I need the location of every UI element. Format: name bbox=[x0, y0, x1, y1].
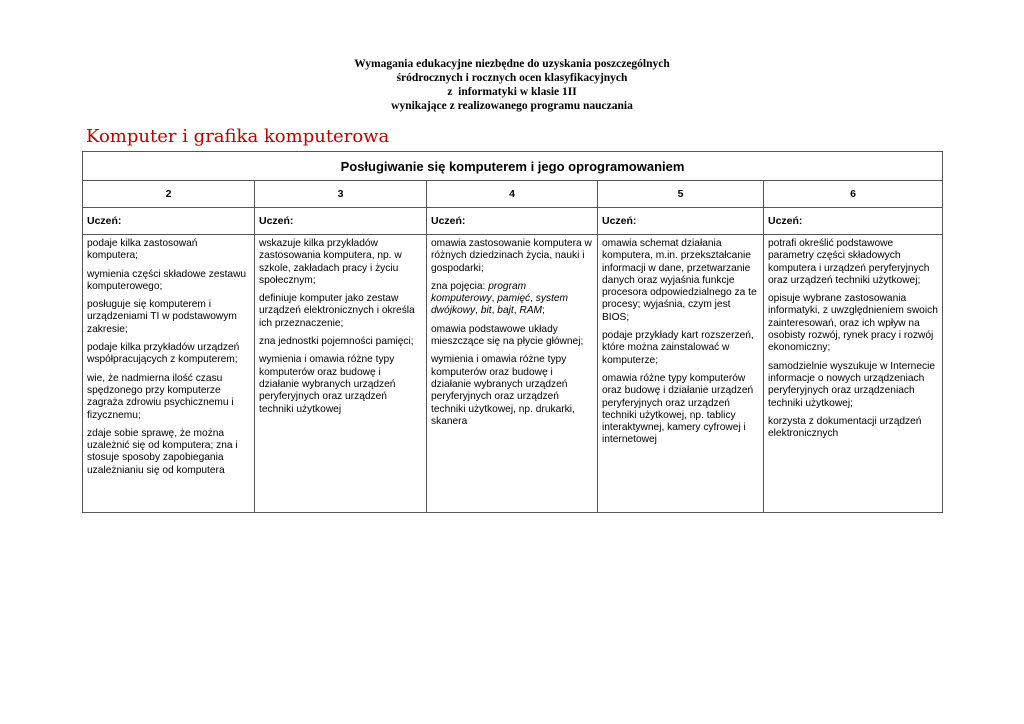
requirement-item: wie, że nadmierna ilość czasu spędzonego przy komputerze zagraża zdrowiu psychicznemu i fizycznemu; bbox=[87, 372, 234, 421]
requirement-item-terms bbox=[431, 281, 593, 318]
term: bit bbox=[480, 305, 492, 317]
grade-header-6: 6 bbox=[764, 181, 943, 208]
requirement-item: posługuje się komputerem i urządzeniami TI w podstawowym zakresie; bbox=[87, 299, 237, 335]
requirement-item: wymienia i omawia różne typy komputerów oraz budowę i działanie wybranych urządzeń peryferyjnych oraz urządzeń techniki użytkowej, np. drukarki, skanera bbox=[431, 354, 575, 427]
requirement-item: opisuje wybrane zastosowania informatyki, z uwzględnieniem swoich zainteresowań, oraz ich wpływ na osobisty rozwój, rynek pracy i rozwój ekonomiczny; bbox=[768, 293, 938, 354]
separator: , bbox=[530, 293, 536, 305]
requirements-table bbox=[82, 151, 943, 513]
student-label: Uczeń: bbox=[764, 208, 943, 235]
requirement-item: omawia schemat działania komputera, m.in. przekształcanie informacji w dane, przetwarzanie danych oraz wyjaśnia funkcje procesora odpowiedzialnego za te procesy; wyjaśnia, czym jest BIOS; bbox=[602, 238, 757, 323]
requirements-cell-6 bbox=[764, 235, 943, 513]
requirement-item: zdaje sobie sprawę, że można uzależnić się od komputera; zna i stosuje sposoby zapobiegania uzależnianiu się od komputera bbox=[87, 427, 238, 476]
student-label: Uczeń: bbox=[427, 208, 598, 235]
separator: , bbox=[491, 293, 498, 305]
separator: , bbox=[513, 305, 520, 317]
separator: , bbox=[491, 305, 498, 317]
requirement-item: omawia różne typy komputerów oraz budowę i działanie urządzeń peryferyjnych oraz urządzeń techniki użytkowej, np. tablicy interaktywnej, kamery cyfrowej i internetowej bbox=[602, 372, 754, 446]
table-caption: Posługiwanie się komputerem i jego oprogramowaniem bbox=[83, 152, 943, 181]
requirement-item: zna jednostki pojemności pamięci; bbox=[259, 336, 414, 348]
grade-header-4: 4 bbox=[427, 181, 598, 208]
requirement-item: podaje kilka zastosowań komputera; bbox=[87, 238, 198, 262]
requirement-item: samodzielnie wyszukuje w Internecie informacje o nowych urządzeniach peryferyjnych oraz urządzeniach techniki użytkowej; bbox=[768, 360, 936, 409]
requirement-item: wymienia i omawia różne typy komputerów oraz budowę i działanie wybranych urządzeń peryferyjnych oraz urządzeń techniki użytkowej bbox=[259, 354, 396, 415]
student-label: Uczeń: bbox=[598, 208, 764, 235]
header-line-1: Wymagania edukacyjne niezbędne do uzyskania poszczególnych bbox=[354, 58, 670, 70]
term: system dwójkowy bbox=[431, 293, 569, 317]
requirement-item: omawia zastosowanie komputera w różnych dziedzinach życia, nauki i gospodarki; bbox=[431, 238, 592, 274]
header-line-3: z informatyki w klasie 1II bbox=[447, 86, 577, 98]
document-header bbox=[0, 57, 1024, 113]
grade-header-3: 3 bbox=[255, 181, 427, 208]
requirements-cell-5 bbox=[598, 235, 764, 513]
requirement-item: korzysta z dokumentacji urządzeń elektronicznych bbox=[768, 415, 922, 440]
student-label-row bbox=[83, 208, 943, 235]
requirement-item: omawia podstawowe układy mieszczące się na płycie głównej; bbox=[431, 323, 584, 348]
terms-intro: zna pojęcia: bbox=[431, 280, 489, 292]
requirements-cell-2 bbox=[83, 235, 255, 513]
requirements-cell-3 bbox=[255, 235, 427, 513]
grade-header-2: 2 bbox=[83, 181, 255, 208]
requirement-item: podaje kilka przykładów urządzeń współpracujących z komputerem; bbox=[87, 342, 240, 366]
requirement-item: wskazuje kilka przykładów zastosowania komputera, np. w szkole, zakładach pracy i życiu społecznym; bbox=[259, 238, 402, 286]
header-line-2: śródrocznych i rocznych ocen klasyfikacyjnych bbox=[396, 72, 628, 84]
section-title: Komputer i grafika komputerowa bbox=[86, 126, 390, 147]
requirement-item: podaje przykłady kart rozszerzeń, które można zainstalować w komputerze; bbox=[602, 330, 754, 366]
term: pamięć bbox=[497, 293, 531, 305]
terms-end: ; bbox=[542, 305, 545, 317]
student-label: Uczeń: bbox=[83, 208, 255, 235]
caption-row bbox=[83, 152, 943, 181]
requirement-item: definiuje komputer jako zestaw urządzeń elektronicznych i określa ich przeznaczenie; bbox=[259, 293, 415, 329]
requirement-item: potrafi określić podstawowe parametry części składowych komputera i urządzeń peryferyjnych oraz urządzeń techniki użytkowej; bbox=[768, 238, 930, 286]
requirement-item: wymienia części składowe zestawu komputerowego; bbox=[87, 268, 247, 292]
term: RAM bbox=[519, 305, 543, 317]
requirements-row bbox=[83, 235, 943, 513]
term: program komputerowy bbox=[431, 280, 527, 305]
grade-header-5: 5 bbox=[598, 181, 764, 208]
requirements-cell-4 bbox=[427, 235, 598, 513]
term: bajt bbox=[497, 305, 514, 317]
grade-row bbox=[83, 181, 943, 208]
student-label: Uczeń: bbox=[255, 208, 427, 235]
header-line-4: wynikające z realizowanego programu nauczania bbox=[391, 100, 633, 112]
separator: , bbox=[475, 305, 481, 317]
